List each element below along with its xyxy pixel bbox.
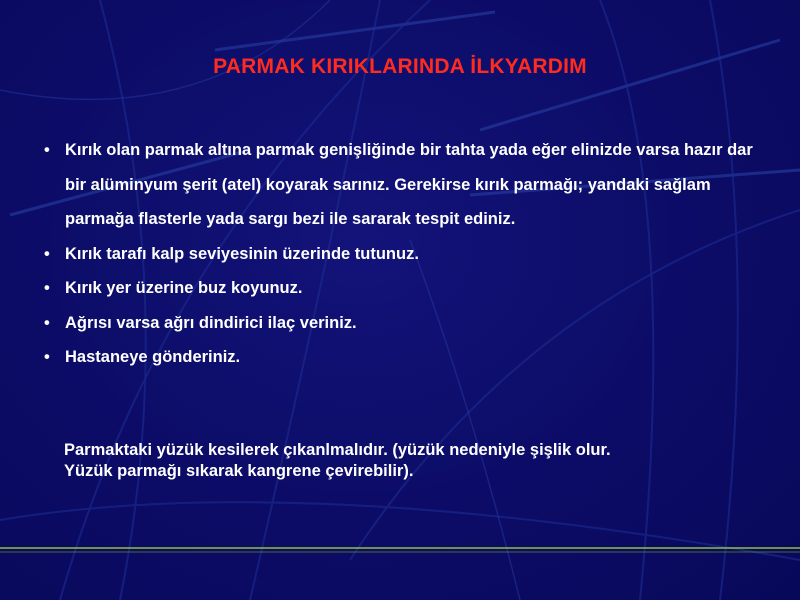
list-item-text: Ağrısı varsa ağrı dindirici ilaç veriniz. [65,313,357,332]
bullet-icon: • [44,244,50,263]
list-item-text: Kırık tarafı kalp seviyesinin üzerinde tutunuz. [65,244,419,263]
list-item [40,306,760,341]
note-line: Yüzük parmağı sıkarak kangrene çevirebilir). [64,462,414,480]
list-item [40,237,760,272]
bullet-list [40,133,760,375]
note-line: Parmaktaki yüzük kesilerek çıkanlmalıdır. (yüzük nedeniyle şişlik olur. [64,441,611,459]
bullet-icon: • [44,141,50,159]
bullet-icon: • [44,313,50,332]
slide-title: PARMAK KIRIKLARINDA İLKYARDIM [213,55,587,78]
list-item-text: Kırık yer üzerine buz koyunuz. [65,279,303,297]
list-item [40,271,760,306]
note-paragraph [64,440,764,482]
list-item [40,340,760,375]
list-item-text: Hastaneye gönderiniz. [65,348,241,366]
list-item-text: Kırık olan parmak altına parmak genişliğinde bir tahta yada eğer elinizde varsa hazır dar bir alüminyum şerit (atel) koyarak sarınız. Gerekirse kırık parmağı; yandaki sağlam parmağa flasterle yada sargı bezi ile sararak tespit ediniz. [65,141,753,228]
list-item [40,133,760,237]
bullet-icon: • [44,279,50,297]
bullet-icon: • [44,348,50,366]
